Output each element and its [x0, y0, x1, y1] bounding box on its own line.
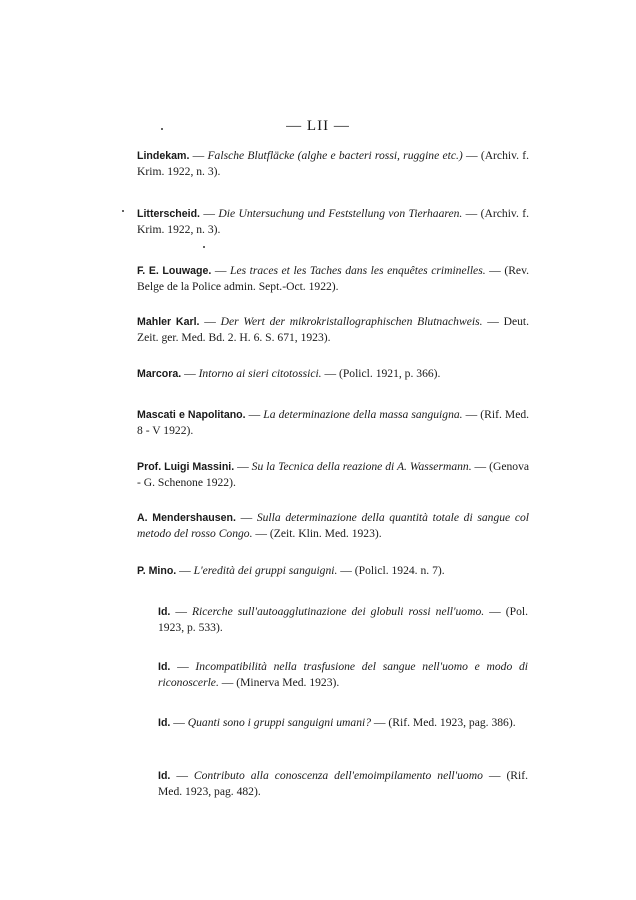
entry-source: (Minerva Med. 1923). — [236, 676, 340, 689]
entry-author: P. Mino. — [137, 565, 177, 577]
entry-title: Su la Tecnica della reazione di A. Wassermann. — [251, 460, 472, 473]
entry-dash: — — [189, 149, 208, 162]
entry-source: (Rif. Med. 1923, pag. 386). — [388, 716, 516, 729]
entry-title: Quanti sono i gruppi sanguigni umani? — [187, 716, 372, 729]
scan-speck — [122, 210, 124, 212]
bibliography-entry — [137, 459, 529, 490]
entry-dash: — — [211, 264, 230, 277]
entry-dash: — — [321, 367, 339, 380]
entry-title: Die Untersuchung und Feststellung von Tierhaaren. — [218, 207, 463, 220]
bibliography-entry — [137, 148, 529, 179]
entry-dash: — — [234, 460, 252, 473]
entry-author: Id. — [158, 606, 171, 618]
entry-dash: — — [485, 264, 505, 277]
entry-dash: — — [462, 408, 481, 421]
entry-dash: — — [252, 527, 270, 540]
bibliography-entry — [158, 768, 528, 799]
bibliography-entry — [137, 366, 529, 382]
entry-title: Sulla determinazione della quantità totale di sangue col metodo del rosso Congo. — [137, 511, 530, 540]
page-number: — LII — — [286, 118, 350, 134]
entry-title: L'eredità dei gruppi sanguigni. — [193, 564, 338, 577]
entry-dash: — — [200, 207, 219, 220]
entry-dash: — — [337, 564, 355, 577]
entry-source: Deut. Zeit. ger. Med. Bd. 2. H. 6. S. 671, 1923). — [137, 315, 530, 344]
entry-dash: — — [176, 564, 194, 577]
entry-dash: — — [235, 511, 257, 524]
scan-speck — [203, 246, 205, 248]
entry-source: (Archiv. f. Krim. 1922, n. 3). — [137, 149, 530, 178]
entry-title: Intorno ai sieri citotossici. — [198, 367, 322, 380]
bibliography-entry — [137, 407, 529, 438]
entry-source: (Rif. Med. 1923, pag. 482). — [158, 769, 529, 798]
entry-author: Litterscheid. — [137, 208, 200, 220]
entry-author: Marcora. — [137, 368, 182, 380]
entry-author: Prof. Luigi Massini. — [137, 461, 235, 473]
entry-author: Mascati e Napolitano. — [137, 409, 246, 421]
entry-title: Contributo alla conoscenza dell'emoimpilamento nell'uomo — [193, 769, 483, 782]
bibliography-entry — [137, 206, 529, 237]
entry-dash: — — [199, 315, 221, 328]
entry-source: (Policl. 1921, p. 366). — [338, 367, 441, 380]
entry-source: (Genova - G. Schenone 1922). — [137, 460, 530, 489]
scan-speck — [161, 128, 163, 130]
entry-author: Id. — [158, 770, 171, 782]
entry-title: Incompatibilità nella trasfusione del sangue nell'uomo e modo di riconoscerle. — [158, 660, 529, 689]
entry-title: Der Wert der mikrokristallographischen Blutnachweis. — [220, 315, 483, 328]
entry-author: Lindekam. — [137, 150, 190, 162]
entry-author: Mahler Karl. — [137, 316, 200, 328]
entry-author: F. E. Louwage. — [137, 265, 212, 277]
entry-author: A. Mendershausen. — [137, 512, 236, 524]
bibliography-entry — [158, 659, 528, 690]
bibliography-entry — [137, 563, 529, 579]
entry-source: (Rev. Belge de la Police admin. Sept.-Oct. 1922). — [137, 264, 530, 293]
entry-dash: — — [170, 660, 196, 673]
entry-dash: — — [245, 408, 264, 421]
entry-dash: — — [371, 716, 389, 729]
entry-title: La determinazione della massa sanguigna. — [263, 408, 463, 421]
bibliography-entry — [137, 263, 529, 294]
entry-title: Ricerche sull'autoagglutinazione dei globuli rossi nell'uomo. — [191, 605, 485, 618]
entry-source: (Policl. 1924. n. 7). — [354, 564, 445, 577]
entry-source: (Zeit. Klin. Med. 1923). — [269, 527, 382, 540]
entry-dash: — — [471, 460, 490, 473]
entry-source: (Pol. 1923, p. 533). — [158, 605, 529, 634]
bibliography-entry — [137, 314, 529, 345]
bibliography-entry — [158, 715, 528, 731]
entry-title: Falsche Blutfläcke (alghe e bacteri rossi, ruggine etc.) — [207, 149, 463, 162]
entry-dash: — — [482, 315, 504, 328]
entry-dash: — — [170, 716, 188, 729]
bibliography-entry — [158, 604, 528, 635]
entry-dash: — — [462, 207, 481, 220]
bibliography-entry — [137, 510, 529, 541]
entry-source: (Archiv. f. Krim. 1922, n. 3). — [137, 207, 529, 236]
entry-dash: — — [181, 367, 199, 380]
entry-dash: — — [218, 676, 237, 689]
entry-dash: — — [462, 149, 481, 162]
entry-author: Id. — [158, 717, 171, 729]
entry-dash: — — [484, 605, 506, 618]
entry-author: Id. — [158, 661, 171, 673]
entry-source: (Rif. Med. 8 - V 1922). — [137, 408, 530, 437]
entry-title: Les traces et les Taches dans les enquêtes criminelles. — [230, 264, 486, 277]
entry-dash: — — [170, 605, 192, 618]
entry-dash: — — [482, 769, 507, 782]
entry-dash: — — [170, 769, 194, 782]
